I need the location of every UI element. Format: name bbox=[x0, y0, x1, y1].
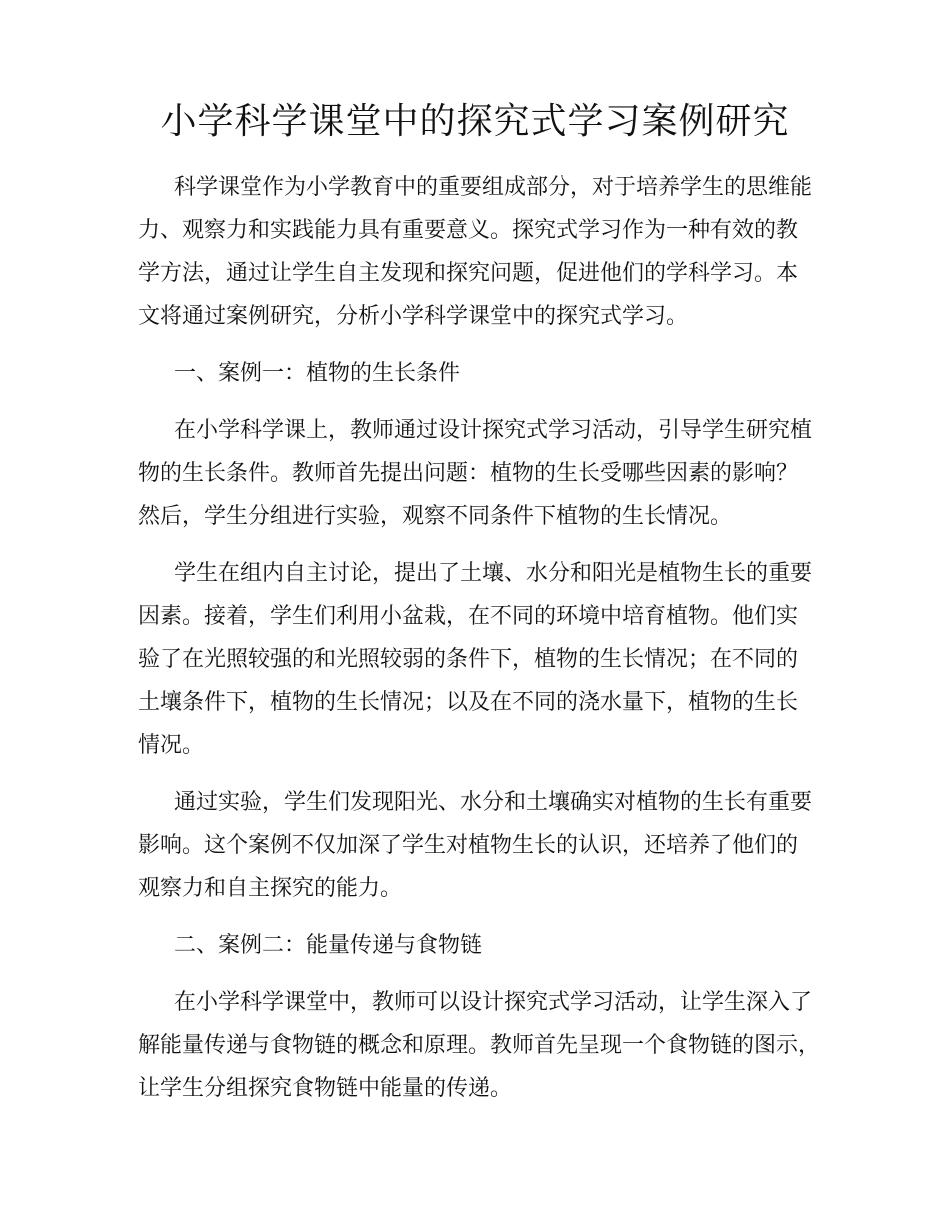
paragraph-line: 让学生分组探究食物链中能量的传递。 bbox=[138, 1076, 513, 1101]
paragraph-line: 在小学科学课堂中，教师可以设计探究式学习活动，让学生深入了 bbox=[174, 990, 813, 1015]
paragraph-line: 学生在组内自主讨论，提出了土壤、水分和阳光是植物生长的重要 bbox=[174, 561, 813, 586]
paragraph-line: 力、观察力和实践能力具有重要意义。探究式学习作为一种有效的教 bbox=[138, 218, 799, 243]
paragraph-line: 验了在光照较强的和光照较弱的条件下，植物的生长情况；在不同的 bbox=[138, 647, 799, 672]
paragraph-line: 物的生长条件。教师首先提出问题：植物的生长受哪些因素的影响？ bbox=[138, 461, 799, 486]
paragraph-line: 科学课堂作为小学教育中的重要组成部分，对于培养学生的思维能 bbox=[174, 175, 813, 200]
section-heading-case-1: 一、案例一：植物的生长条件 bbox=[174, 361, 461, 386]
paragraph-line: 情况。 bbox=[138, 733, 205, 758]
paragraph-line: 在小学科学课上，教师通过设计探究式学习活动，引导学生研究植 bbox=[174, 418, 813, 443]
paragraph-line: 文将通过案例研究，分析小学科学课堂中的探究式学习。 bbox=[138, 304, 689, 329]
paragraph-line: 通过实验，学生们发现阳光、水分和土壤确实对植物的生长有重要 bbox=[174, 790, 813, 815]
paragraph-line: 影响。这个案例不仅加深了学生对植物生长的认识，还培养了他们的 bbox=[138, 833, 799, 858]
paragraph-line: 观察力和自主探究的能力。 bbox=[138, 876, 403, 901]
paragraph-line: 学方法，通过让学生自主发现和探究问题，促进他们的学科学习。本 bbox=[138, 261, 799, 286]
paragraph-line: 然后，学生分组进行实验，观察不同条件下植物的生长情况。 bbox=[138, 504, 733, 529]
document-title: 小学科学课堂中的探究式学习案例研究 bbox=[160, 101, 790, 142]
paragraph-line: 解能量传递与食物链的概念和原理。教师首先呈现一个食物链的图示， bbox=[138, 1033, 821, 1058]
paragraph-line: 土壤条件下，植物的生长情况；以及在不同的浇水量下，植物的生长 bbox=[138, 690, 799, 715]
section-heading-case-2: 二、案例二：能量传递与食物链 bbox=[174, 933, 483, 958]
paragraph-line: 因素。接着，学生们利用小盆栽，在不同的环境中培育植物。他们实 bbox=[138, 604, 799, 629]
